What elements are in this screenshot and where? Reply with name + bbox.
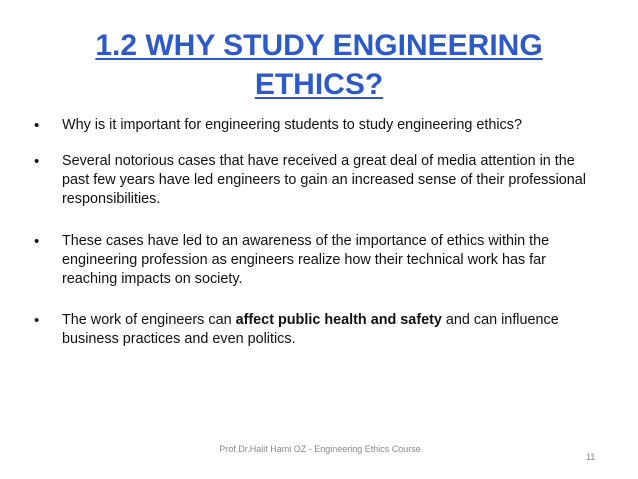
bullet-item — [34, 311, 594, 349]
slide-title-line-2: ETHICS? — [254, 68, 384, 101]
bullet-text: These cases have led to an awareness of the importance of ethics within the engineering profession as engineers realize how their technical work has far reaching impacts on society. — [62, 233, 550, 287]
bullet-item — [34, 152, 594, 209]
slide-title-line-1: 1.2 WHY STUDY ENGINEERING — [95, 29, 543, 62]
bullet-text: Why is it important for engineering students to study engineering ethics? — [62, 117, 522, 133]
bullet-text-after: and can influence business practices and even politics. — [62, 312, 559, 347]
bullet-marker: • — [34, 312, 40, 329]
bullet-item — [34, 116, 594, 135]
slide-title — [60, 26, 578, 104]
slide-number: 11 — [586, 452, 596, 462]
bullet-list — [34, 116, 594, 365]
bullet-marker: • — [34, 233, 40, 250]
bullet-marker: • — [34, 153, 40, 170]
bullet-marker: • — [34, 117, 40, 134]
bullet-text-before: The work of engineers can — [62, 312, 236, 328]
bullet-item — [34, 232, 594, 289]
bullet-text-emphasis: affect public health and safety — [235, 312, 442, 328]
slide-footer: Prof.Dr.Halit Hami OZ - Engineering Ethics Course — [219, 444, 421, 454]
bullet-text: Several notorious cases that have received a great deal of media attention in the past few years have led engineers to gain an increased sense of their professional responsibilities. — [62, 153, 586, 207]
